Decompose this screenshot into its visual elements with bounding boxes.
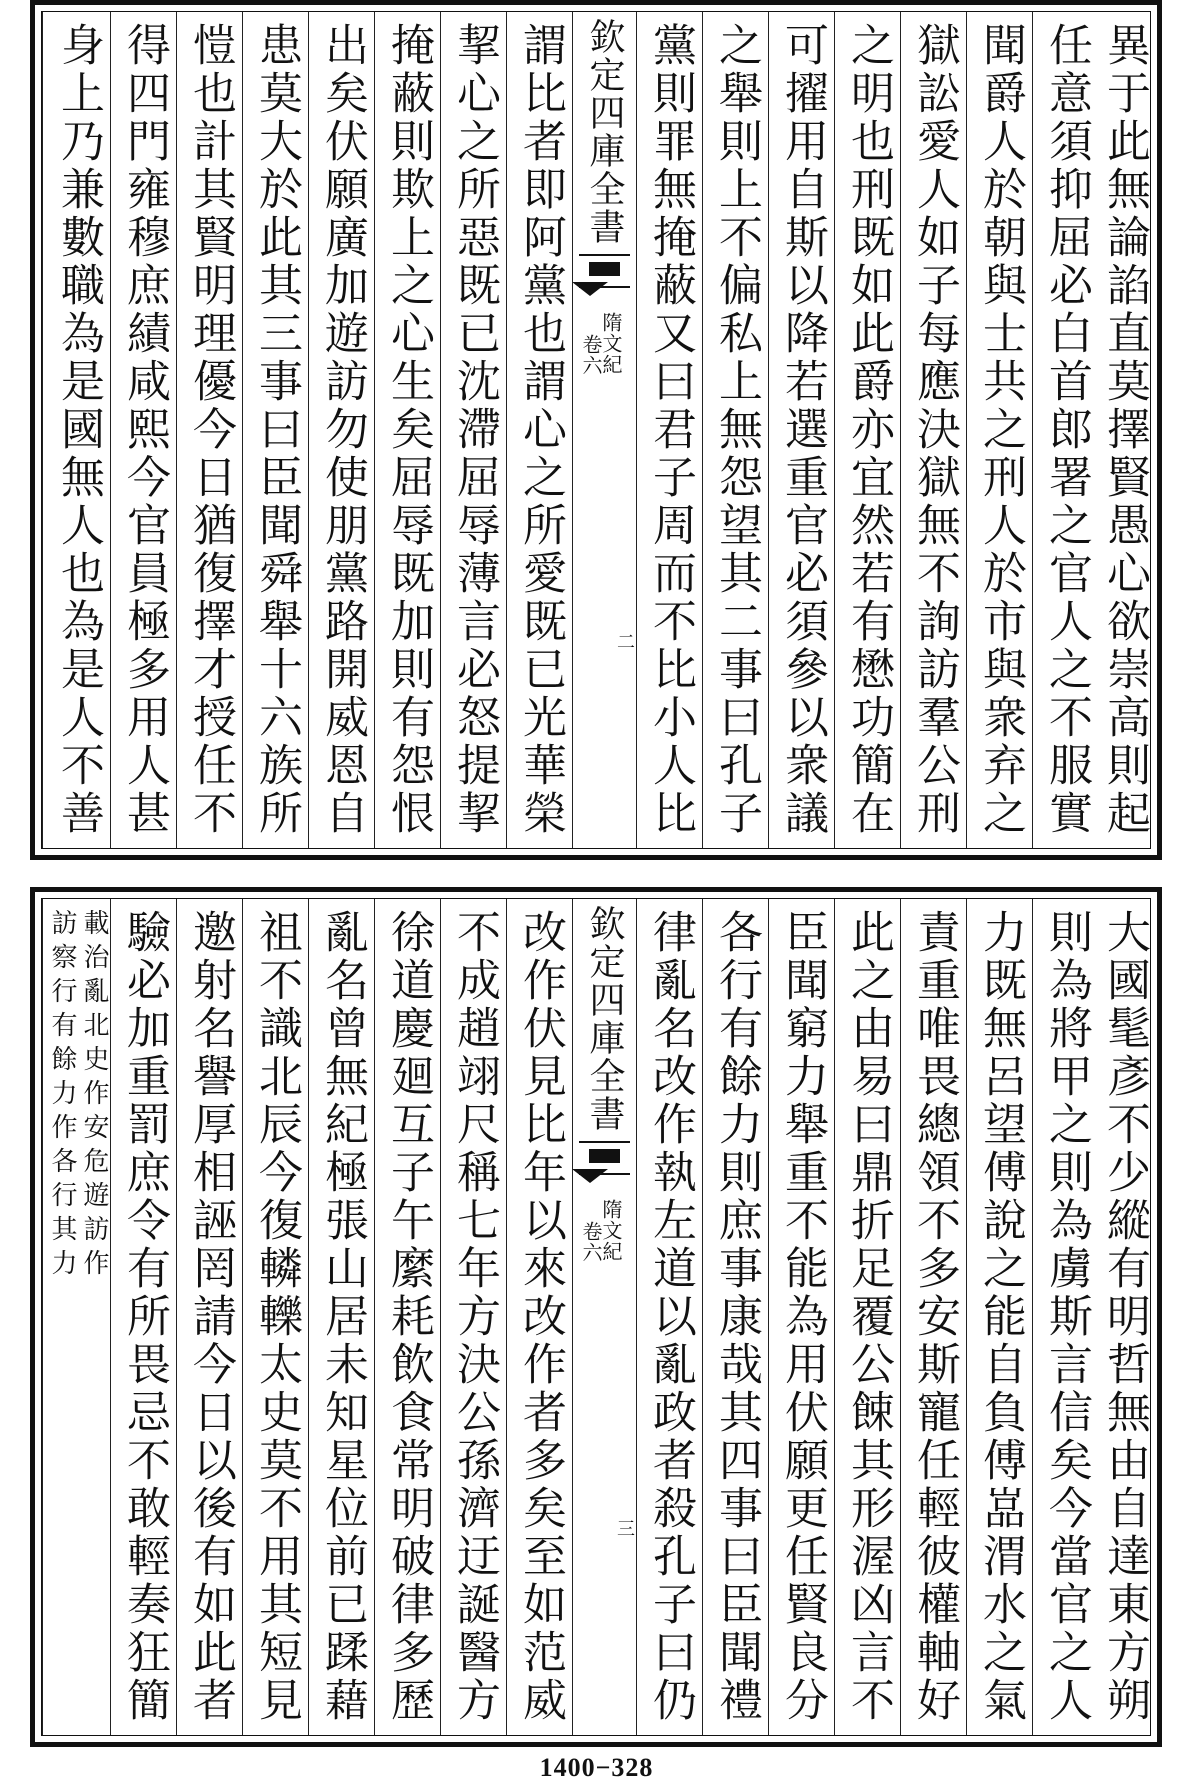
text-column: 挈心之所惡既已沈滯屈辱薄言必怒提挈 <box>440 12 506 848</box>
footer-page-code: 1400−328 <box>539 1753 654 1782</box>
text-column: 臣聞窮力舉重不能為用伏願更任賢良分 <box>768 899 834 1735</box>
text-column: 之明也刑既如此爵亦宜然若有懋功簡在 <box>834 12 900 848</box>
annotation-line: 訪察行有餘力作各行其力 <box>47 909 77 1283</box>
text-column: 亂名曾無紀極張山居未知星位前已蹂藉 <box>308 899 374 1735</box>
text-column: 各行有餘力則庶事康哉其四事曰臣聞禮 <box>702 899 768 1735</box>
text-column: 可擢用自斯以降若選重官必須參以衆議 <box>768 12 834 848</box>
text-column: 聞爵人於朝與士共之刑人於市與衆弃之 <box>966 12 1032 848</box>
book-title: 隋文紀 <box>599 1199 623 1262</box>
text-column: 掩蔽則欺上之心生矣屈辱既加則有怨恨 <box>374 12 440 848</box>
center-margin <box>572 12 636 848</box>
text-column: 獄訟愛人如子每應決獄無不詢訪羣公刑 <box>900 12 966 848</box>
text-column: 身上乃兼數職為是國無人也為是人不善 <box>42 12 110 848</box>
text-column: 黨則罪無掩蔽又曰君子周而不比小人比 <box>636 12 702 848</box>
page-number: 三 <box>614 1519 635 1541</box>
bottom-page-block <box>30 887 1162 1747</box>
text-column: 此之由易曰鼎折足覆公餗其形渥凶言不 <box>834 899 900 1735</box>
text-column: 祖不識北辰今復轔轢太史莫不用其短見 <box>242 899 308 1735</box>
annotation-column <box>42 899 110 1735</box>
text-column: 謂比者即阿黨也謂心之所愛既已光華榮 <box>506 12 572 848</box>
text-column: 則為將甲之則為虜斯言信矣今當官之人 <box>1032 899 1098 1735</box>
text-column: 邀射名譽厚相誣罔請今日以後有如此者 <box>176 899 242 1735</box>
book-series-title: 欽定四庫全書 <box>584 18 625 246</box>
text-column: 愷也計其賢明理優今日猶復擇才授任不 <box>176 12 242 848</box>
juan-number: 卷六 <box>579 1221 603 1263</box>
text-column: 得四門雍穆庶績咸熙今官員極多用人甚 <box>110 12 176 848</box>
text-column-with-note <box>110 899 176 1735</box>
text-column: 律亂名改作執左道以亂政者殺孔子曰仍 <box>636 899 702 1735</box>
book-title: 隋文紀 <box>599 312 623 375</box>
book-series-title: 欽定四庫全書 <box>584 905 625 1133</box>
text-column-main: 驗必加重罰庶令有所畏忌不敢輕奏狂簡 <box>119 909 170 1725</box>
fish-tail-mark <box>579 1141 630 1175</box>
text-column: 大國髦彥不少縱有明哲無由自達東方朔 <box>1099 909 1150 1725</box>
text-column: 出矣伏願廣加遊訪勿使朋黨路開威恩自 <box>308 12 374 848</box>
center-margin <box>572 899 636 1735</box>
text-column: 不成趙翊尺稱七年方決公孫濟迂誕醫方 <box>440 899 506 1735</box>
page-number: 二 <box>614 632 635 654</box>
top-page-block <box>30 0 1162 860</box>
text-column: 任意須抑屈必白首郎署之官人之不服實 <box>1032 12 1098 848</box>
text-column: 力既無呂望傅說之能自負傅嵓渭水之氣 <box>966 899 1032 1735</box>
text-column: 患莫大於此其三事曰臣聞舜舉十六族所 <box>242 12 308 848</box>
text-column: 改作伏見比年以來改作者多矣至如范威 <box>506 899 572 1735</box>
text-column: 之舉則上不偏私上無怨望其二事曰孔子 <box>702 12 768 848</box>
top-page-frame <box>41 11 1151 849</box>
text-column: 責重唯畏總領不多安斯寵任輕彼權軸好 <box>900 899 966 1735</box>
fish-tail-mark <box>579 254 630 288</box>
text-column: 徐道慶廻互子午縻耗飲食常明破律多歷 <box>374 899 440 1735</box>
juan-number: 卷六 <box>579 334 603 376</box>
text-column: 異于此無論諂直莫擇賢愚心欲崇高則起 <box>1099 22 1150 838</box>
bottom-page-frame <box>41 898 1151 1736</box>
annotation-line: 載治亂北史作安危遊訪作 <box>79 909 109 1283</box>
